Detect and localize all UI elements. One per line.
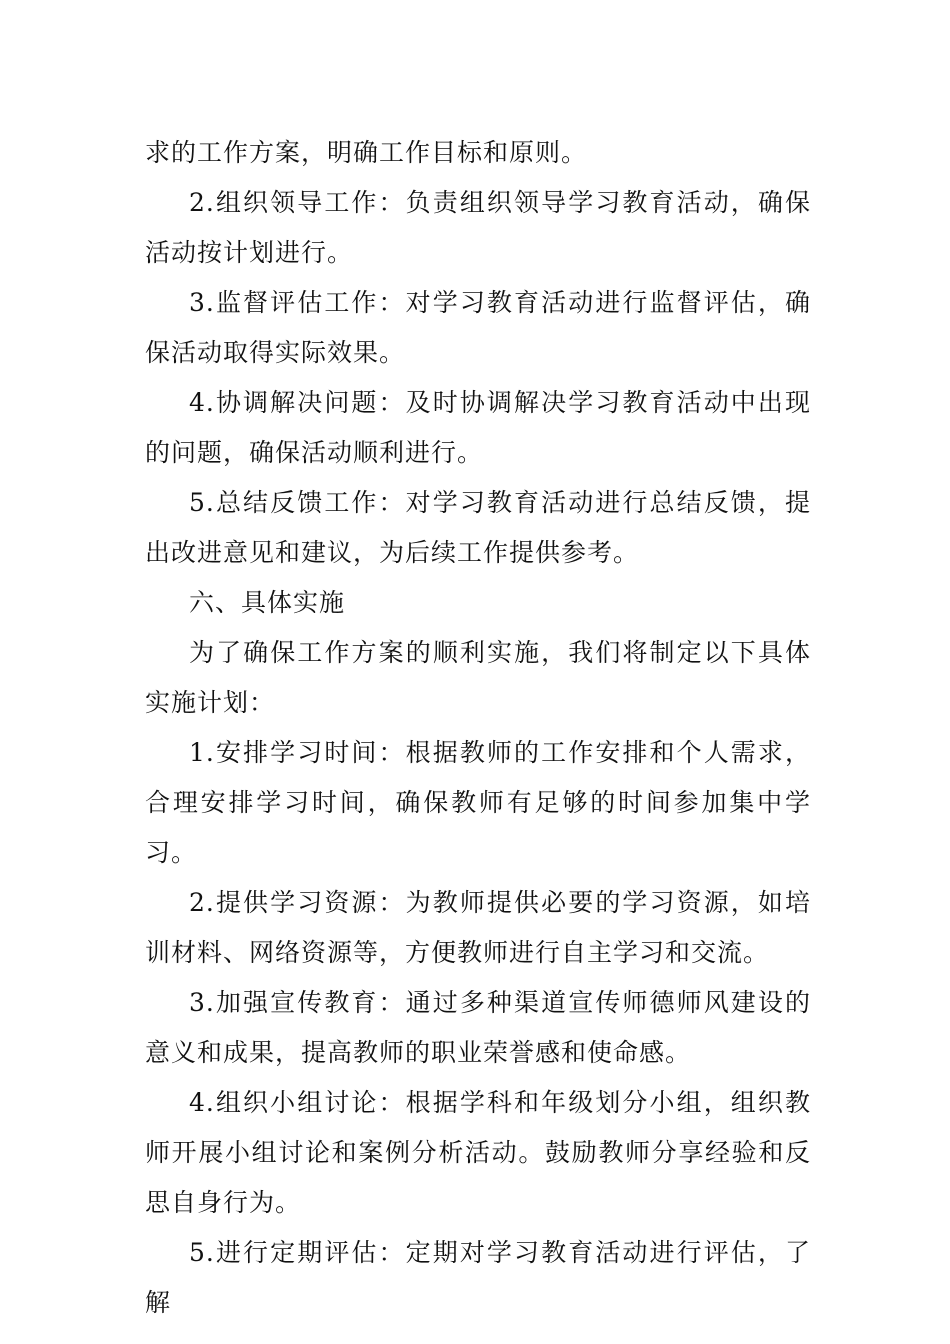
paragraph-coordinate-problems: 4.协调解决问题：及时协调解决学习教育活动中出现的问题，确保活动顺利进行。 — [145, 388, 811, 467]
paragraph-group-discussion: 4.组织小组讨论：根据学科和年级划分小组，组织教师开展小组讨论和案例分析活动。鼓励教师分享经验和反思自身行为。 — [145, 1088, 811, 1217]
paragraph-periodic-evaluation: 5.进行定期评估：定期对学习教育活动进行评估，了解 — [145, 1238, 811, 1317]
paragraph-implementation-intro: 为了确保工作方案的顺利实施，我们将制定以下具体实施计划： — [145, 638, 811, 717]
document-body — [145, 128, 811, 1328]
paragraph-supervise-evaluate: 3.监督评估工作：对学习教育活动进行监督评估，确保活动取得实际效果。 — [145, 288, 811, 367]
paragraph-study-resources: 2.提供学习资源：为教师提供必要的学习资源，如培训材料、网络资源等，方便教师进行自主学习和交流。 — [145, 888, 811, 967]
paragraph-publicity-education: 3.加强宣传教育：通过多种渠道宣传师德师风建设的意义和成果，提高教师的职业荣誉感和使命感。 — [145, 988, 811, 1067]
paragraph-study-time: 1.安排学习时间：根据教师的工作安排和个人需求，合理安排学习时间，确保教师有足够的时间参加集中学习。 — [145, 738, 811, 867]
paragraph-continuation: 求的工作方案，明确工作目标和原则。 — [145, 138, 588, 167]
paragraph-summary-feedback: 5.总结反馈工作：对学习教育活动进行总结反馈，提出改进意见和建议，为后续工作提供参考。 — [145, 488, 811, 567]
section-heading-implementation: 六、具体实施 — [189, 588, 346, 617]
paragraph-organize-lead: 2.组织领导工作：负责组织领导学习教育活动，确保活动按计划进行。 — [145, 188, 811, 267]
